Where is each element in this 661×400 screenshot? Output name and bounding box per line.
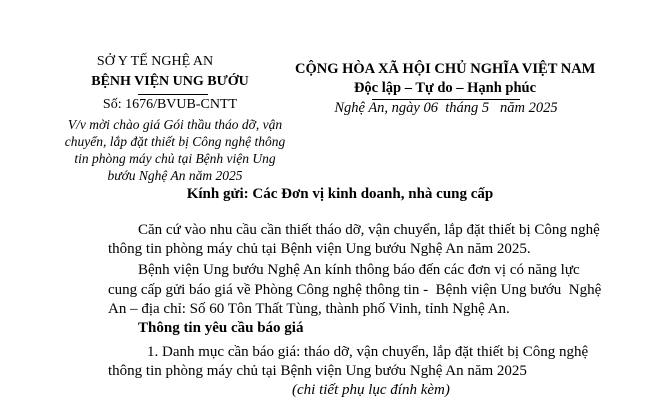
date-line: Nghệ An, ngày 06 tháng 5 năm 2025 <box>334 100 558 116</box>
hospital-name: BỆNH VIỆN UNG BƯỚU <box>91 74 249 89</box>
subject-line: chuyển, lắp đặt thiết bị Công nghệ thông <box>64 134 286 149</box>
para2-line1: Bệnh viện Ung bướu Nghệ An kính thông báo đến các đơn vị có năng lực <box>138 262 580 278</box>
subject-line: V/v mời chào giá Gói thầu tháo dỡ, vận <box>67 117 283 132</box>
subject-block <box>60 116 290 184</box>
para1-line2: thông tin phòng máy chủ tại Bệnh viện Ung bướu Nghệ An năm 2025. <box>108 241 531 257</box>
para1-line1: Căn cứ vào nhu cầu cần thiết tháo dỡ, vận chuyển, lắp đặt thiết bị Công nghệ <box>138 222 600 238</box>
subject-line: tin phòng máy chủ tại Bệnh viện Ung <box>74 151 276 166</box>
item1-line1: 1. Danh mục cần báo giá: tháo dỡ, vận chuyển, lắp đặt thiết bị Công nghệ <box>147 344 589 360</box>
recipient-line: Kính gửi: Các Đơn vị kinh doanh, nhà cung cấp <box>186 186 494 202</box>
item1-note: (chi tiết phụ lục đính kèm) <box>292 382 450 398</box>
ministry-name: SỞ Y TẾ NGHỆ AN <box>96 54 214 69</box>
para2-line3: An – địa chỉ: Số 60 Tôn Thất Tùng, thành phố Vinh, tỉnh Nghệ An. <box>108 301 510 317</box>
item1-line2: thông tin phòng máy chủ tại Bệnh viện Ung bướu Nghệ An năm 2025 <box>108 363 527 379</box>
hospital-underline <box>138 94 208 95</box>
subject-line: bướu Nghệ An năm 2025 <box>107 168 243 183</box>
document-number: Số: 1676/BVUB-CNTT <box>102 97 238 112</box>
nation-title: CỘNG HÒA XÃ HỘI CHỦ NGHĨA VIỆT NAM <box>295 61 596 77</box>
para2-line2: cung cấp gửi báo giá về Phòng Công nghệ thông tin - Bệnh viện Ung bướu Nghệ <box>108 282 602 298</box>
national-motto: Độc lập – Tự do – Hạnh phúc <box>353 80 537 96</box>
section-heading: Thông tin yêu cầu báo giá <box>138 320 304 336</box>
